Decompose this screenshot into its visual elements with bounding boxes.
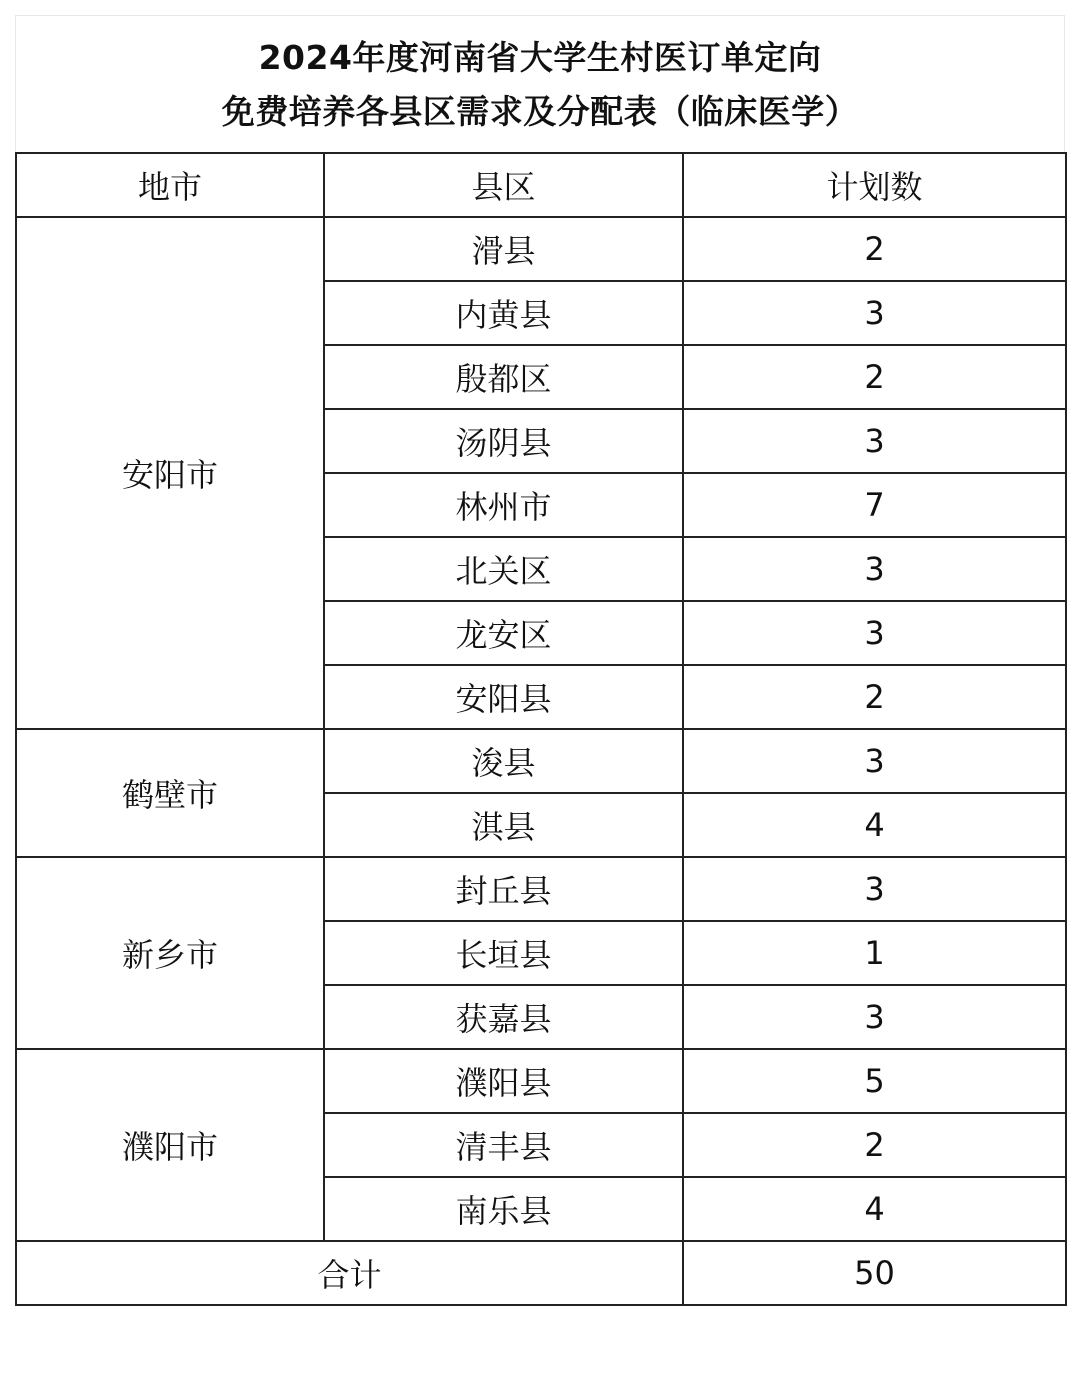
plan-cell: 3: [683, 281, 1066, 345]
district-cell: 封丘县: [324, 857, 683, 921]
district-cell: 内黄县: [324, 281, 683, 345]
total-label: 合计: [16, 1241, 683, 1305]
plan-cell: 2: [683, 217, 1066, 281]
header-plan: 计划数: [683, 153, 1066, 217]
plan-cell: 1: [683, 921, 1066, 985]
city-cell: 鹤壁市: [16, 729, 324, 857]
header-city: 地市: [16, 153, 324, 217]
title-line-1: 2024年度河南省大学生村医订单定向: [258, 37, 822, 77]
district-cell: 汤阴县: [324, 409, 683, 473]
plan-cell: 2: [683, 665, 1066, 729]
allocation-table: [15, 152, 1067, 1306]
header-row: [16, 153, 1066, 217]
header-district: 县区: [324, 153, 683, 217]
table-row: [16, 217, 1066, 281]
plan-cell: 7: [683, 473, 1066, 537]
district-cell: 龙安区: [324, 601, 683, 665]
district-cell: 长垣县: [324, 921, 683, 985]
district-cell: 安阳县: [324, 665, 683, 729]
total-row: [16, 1241, 1066, 1305]
total-value: 50: [683, 1241, 1066, 1305]
city-cell: 濮阳市: [16, 1049, 324, 1241]
city-cell: 新乡市: [16, 857, 324, 1049]
district-cell: 濮阳县: [324, 1049, 683, 1113]
district-cell: 获嘉县: [324, 985, 683, 1049]
plan-cell: 3: [683, 601, 1066, 665]
title-line-2: 免费培养各县区需求及分配表（临床医学）: [221, 91, 859, 131]
plan-cell: 3: [683, 985, 1066, 1049]
plan-cell: 3: [683, 409, 1066, 473]
district-cell: 淇县: [324, 793, 683, 857]
plan-cell: 5: [683, 1049, 1066, 1113]
table-title: [15, 15, 1065, 153]
city-cell: 安阳市: [16, 217, 324, 729]
district-cell: 滑县: [324, 217, 683, 281]
plan-cell: 3: [683, 537, 1066, 601]
district-cell: 殷都区: [324, 345, 683, 409]
plan-cell: 4: [683, 793, 1066, 857]
plan-cell: 2: [683, 345, 1066, 409]
plan-cell: 3: [683, 729, 1066, 793]
plan-cell: 3: [683, 857, 1066, 921]
table-row: [16, 729, 1066, 793]
table-row: [16, 1049, 1066, 1113]
plan-cell: 2: [683, 1113, 1066, 1177]
plan-cell: 4: [683, 1177, 1066, 1241]
district-cell: 南乐县: [324, 1177, 683, 1241]
district-cell: 北关区: [324, 537, 683, 601]
district-cell: 清丰县: [324, 1113, 683, 1177]
district-cell: 浚县: [324, 729, 683, 793]
table-row: [16, 857, 1066, 921]
district-cell: 林州市: [324, 473, 683, 537]
